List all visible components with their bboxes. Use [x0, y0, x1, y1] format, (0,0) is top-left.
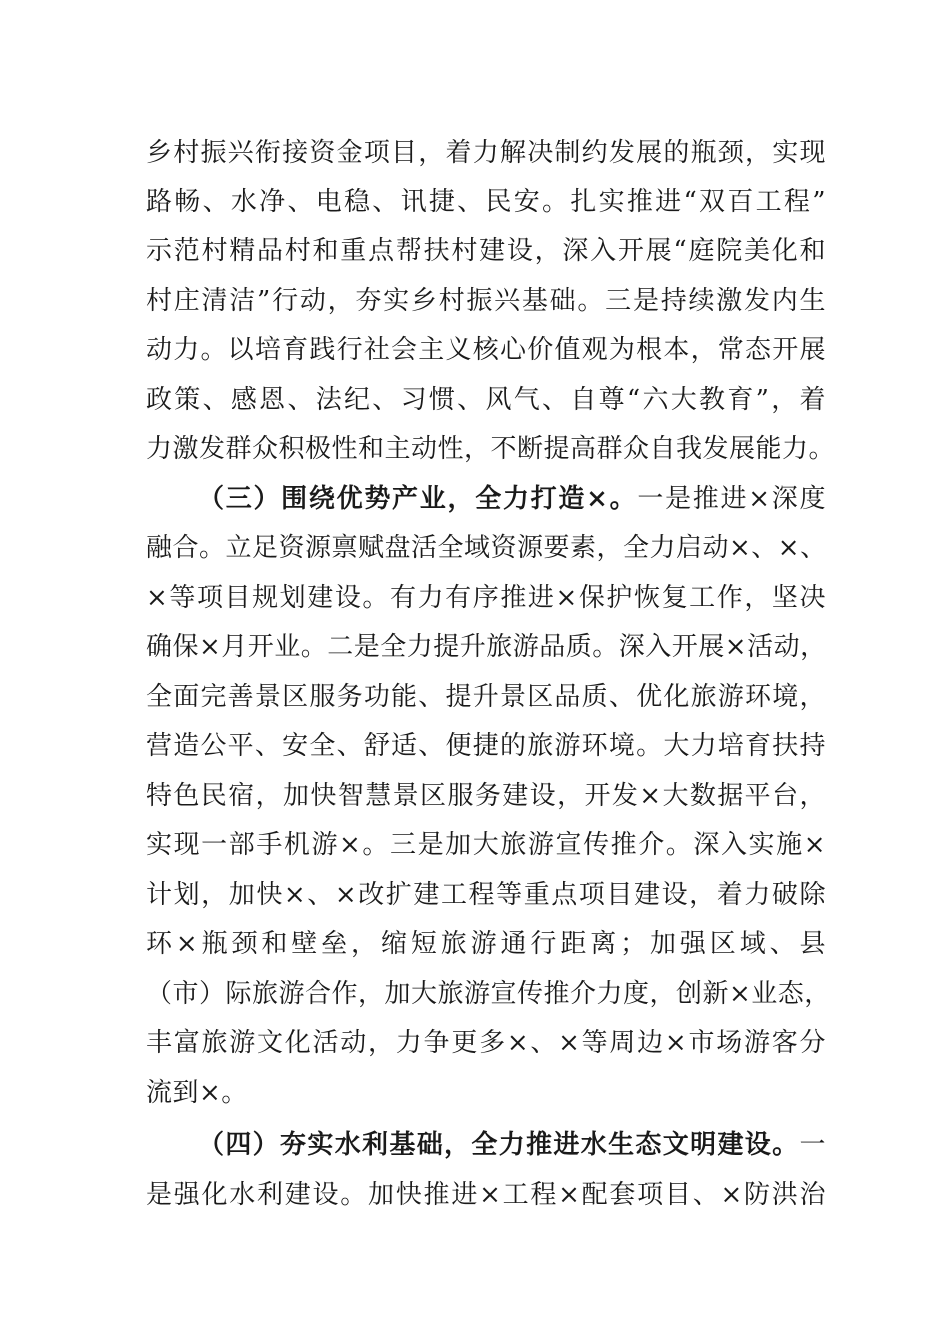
- paragraph-line: 力激发群众积极性和主动性，不断提高群众自我发展能力。: [146, 434, 836, 464]
- paragraph-line: 是强化水利建设。加快推进×工程×配套项目、×防洪治: [146, 1180, 826, 1210]
- paragraph-line: 确保×月开业。二是全力提升旅游品质。深入开展×活动，: [146, 632, 827, 662]
- paragraph-line: 环×瓶颈和壁垒，缩短旅游通行距离；加强区域、县: [146, 929, 826, 959]
- paragraph-line: 村庄清洁”行动，夯实乡村振兴基础。三是持续激发内生: [146, 286, 826, 316]
- paragraph-line: 乡村振兴衔接资金项目，着力解决制约发展的瓶颈，实现: [146, 138, 826, 168]
- section-heading-line: [198, 1120, 826, 1170]
- paragraph-line: 流到×。: [146, 1078, 248, 1108]
- paragraph-line: （市）际旅游合作，加大旅游宣传推介力度，创新×业态，: [146, 979, 831, 1009]
- paragraph-line: 全面完善景区服务功能、提升景区品质、优化旅游环境，: [146, 682, 826, 712]
- heading-line-rest: 一是推进×深度: [637, 484, 826, 514]
- paragraph-line: 实现一部手机游×。三是加大旅游宣传推介。深入实施×: [146, 830, 826, 860]
- paragraph-line: 营造公平、安全、舒适、便捷的旅游环境。大力培育扶持: [146, 731, 826, 761]
- heading-line-rest: 一: [799, 1130, 826, 1160]
- paragraph-line: ×等项目规划建设。有力有序推进×保护恢复工作，坚决: [146, 583, 826, 613]
- paragraph-line: 政策、感恩、法纪、习惯、风气、自尊“六大教育”，着: [146, 385, 826, 415]
- section-heading: （四）夯实水利基础，全力推进水生态文明建设。: [198, 1130, 800, 1160]
- section-heading: （三）围绕优势产业，全力打造×。: [198, 484, 638, 514]
- paragraph-line: 计划，加快×、×改扩建工程等重点项目建设，着力破除: [146, 880, 826, 910]
- paragraph-line: 示范村精品村和重点帮扶村建设，深入开展“庭院美化和: [146, 236, 826, 266]
- paragraph-line: 特色民宿，加快智慧景区服务建设，开发×大数据平台，: [146, 781, 826, 811]
- paragraph-line: 丰富旅游文化活动，力争更多×、×等周边×市场游客分: [146, 1028, 826, 1058]
- paragraph-line: 融合。立足资源禀赋盘活全域资源要素，全力启动×、×、: [146, 533, 827, 563]
- paragraph-line: 路畅、水净、电稳、讯捷、民安。扎实推进“双百工程”: [146, 187, 826, 217]
- paragraph-line: 动力。以培育践行社会主义核心价值观为根本，常态开展: [146, 335, 826, 365]
- section-heading-line: [198, 474, 826, 524]
